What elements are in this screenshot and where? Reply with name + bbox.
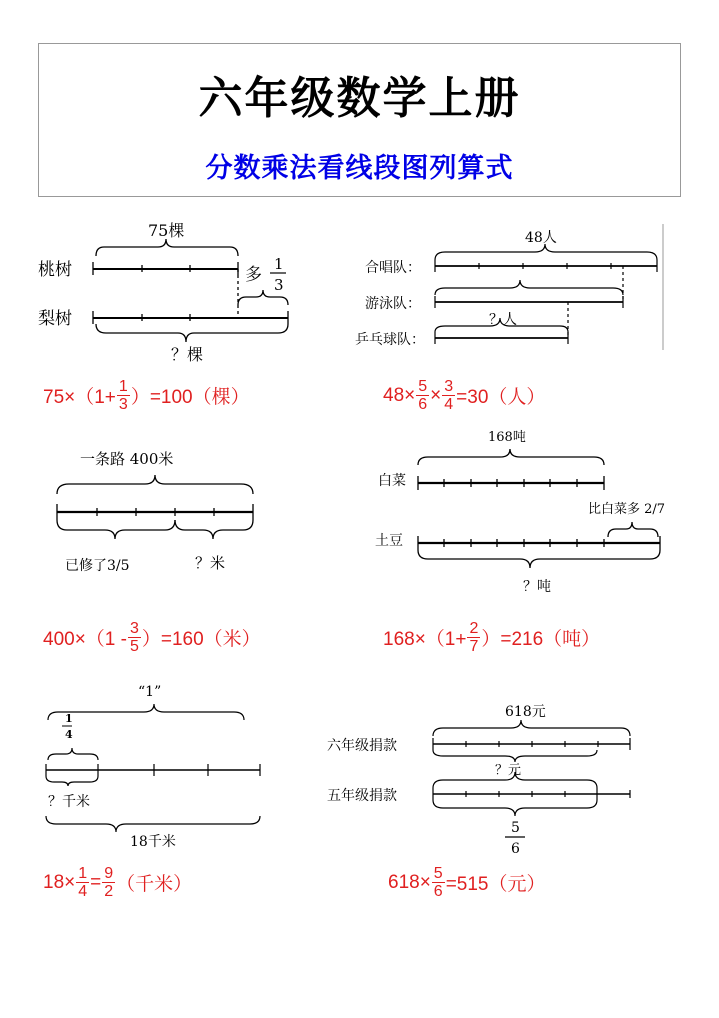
diagram-5-top-label: “1” [138, 684, 162, 700]
diagram-4-row1-label: 白菜 [378, 473, 406, 489]
formula-1-fraction: $\frac{1}{3}$ [118, 378, 128, 413]
diagram-2-row2-label: 游泳队： [365, 296, 421, 312]
formula-2-part: × [430, 384, 442, 406]
formula-6 [388, 865, 546, 900]
formula-4-part: 168×（1+ [383, 629, 467, 650]
diagram-2-row1-label: 合唱队： [365, 260, 421, 276]
diagram-4-bottom-label: ？吨 [523, 579, 551, 595]
diagram-2-row3-label: 乒乓球队： [355, 332, 425, 348]
diagram-6-frac-num: 5 [511, 820, 520, 836]
formula-6-fraction: $\frac{5}{6}$ [433, 865, 443, 900]
formula-4 [383, 620, 600, 655]
formula-5-fraction: $\frac{9}{2}$ [104, 865, 114, 900]
diagram-4 [370, 425, 680, 600]
formula-4-part: ）=216（吨） [481, 629, 601, 650]
formula-1 [43, 378, 250, 413]
formula-2 [383, 378, 545, 413]
diagram-1-top-label: 75棵 [148, 221, 185, 240]
formula-3-part: ）=160（米） [141, 629, 261, 650]
diagram-4-extra-label: 比白菜多 2/7 [588, 502, 666, 517]
diagram-6-q-label: ？元 [495, 763, 522, 778]
formula-2-fraction: $\frac{5}{6}$ [418, 378, 428, 413]
diagram-3-top-label: 一条路 400米 [80, 450, 174, 468]
formula-5-fraction: $\frac{1}{4}$ [78, 865, 88, 900]
page-title: 六年级数学上册 [198, 73, 521, 124]
diagram-1-bottom-label: ？棵 [171, 345, 204, 364]
diagram-1-extra-label: 多 [245, 265, 262, 285]
page-subtitle: 分数乘法看线段图列算式 [205, 153, 514, 184]
diagram-3-left-label: 已修了3/5 [65, 558, 130, 574]
formula-1-part: 75×（1+ [43, 387, 116, 408]
diagram-1 [38, 215, 298, 365]
formula-5-part: 18× [43, 871, 76, 893]
title-box [38, 43, 681, 197]
diagram-4-top-label: 168吨 [488, 430, 526, 445]
formula-3-part: 400×（1 - [43, 629, 127, 650]
formula-1-part: ）=100（棵） [130, 387, 250, 408]
diagram-1-row1-label: 桃树 [38, 260, 72, 280]
diagram-6-top-label: 618元 [505, 704, 546, 720]
diagram-5-frac-num: 1 [65, 712, 73, 725]
diagram-6 [325, 700, 635, 860]
diagram-3-right-label: ？米 [195, 554, 226, 572]
diagram-5 [40, 678, 270, 858]
formula-2-part: 48× [383, 384, 416, 406]
formula-3-fraction: $\frac{3}{5}$ [129, 620, 139, 655]
diagram-6-frac-den: 6 [511, 841, 520, 857]
formula-2-part: =30（人） [456, 387, 546, 408]
formula-5-part: = [90, 871, 102, 893]
formula-6-part: =515（元） [445, 874, 546, 895]
diagram-2-q-label: ？人 [489, 312, 517, 328]
diagram-1-extra-frac-num: 1 [274, 255, 284, 273]
formula-3 [43, 620, 261, 655]
diagram-5-bottom-label: 18千米 [130, 834, 176, 850]
diagram-5-q-label: ？千米 [48, 794, 90, 810]
formula-6-part: 618× [388, 871, 431, 893]
diagram-2-top-label: 48人 [525, 230, 557, 246]
diagram-6-row1-label: 六年级捐款 [327, 738, 397, 754]
diagram-6-row2-label: 五年级捐款 [327, 788, 397, 804]
diagram-5-frac-den: 4 [65, 728, 73, 741]
diagram-2 [355, 222, 665, 352]
diagram-3 [45, 440, 270, 580]
diagram-1-extra-frac-den: 3 [274, 276, 284, 294]
diagram-1-row2-label: 梨树 [38, 309, 72, 329]
formula-2-fraction: $\frac{3}{4}$ [444, 378, 454, 413]
diagram-4-row2-label: 土豆 [375, 533, 403, 549]
formula-5 [43, 865, 192, 900]
formula-5-part: （千米） [116, 874, 193, 895]
formula-4-fraction: $\frac{2}{7}$ [469, 620, 479, 655]
